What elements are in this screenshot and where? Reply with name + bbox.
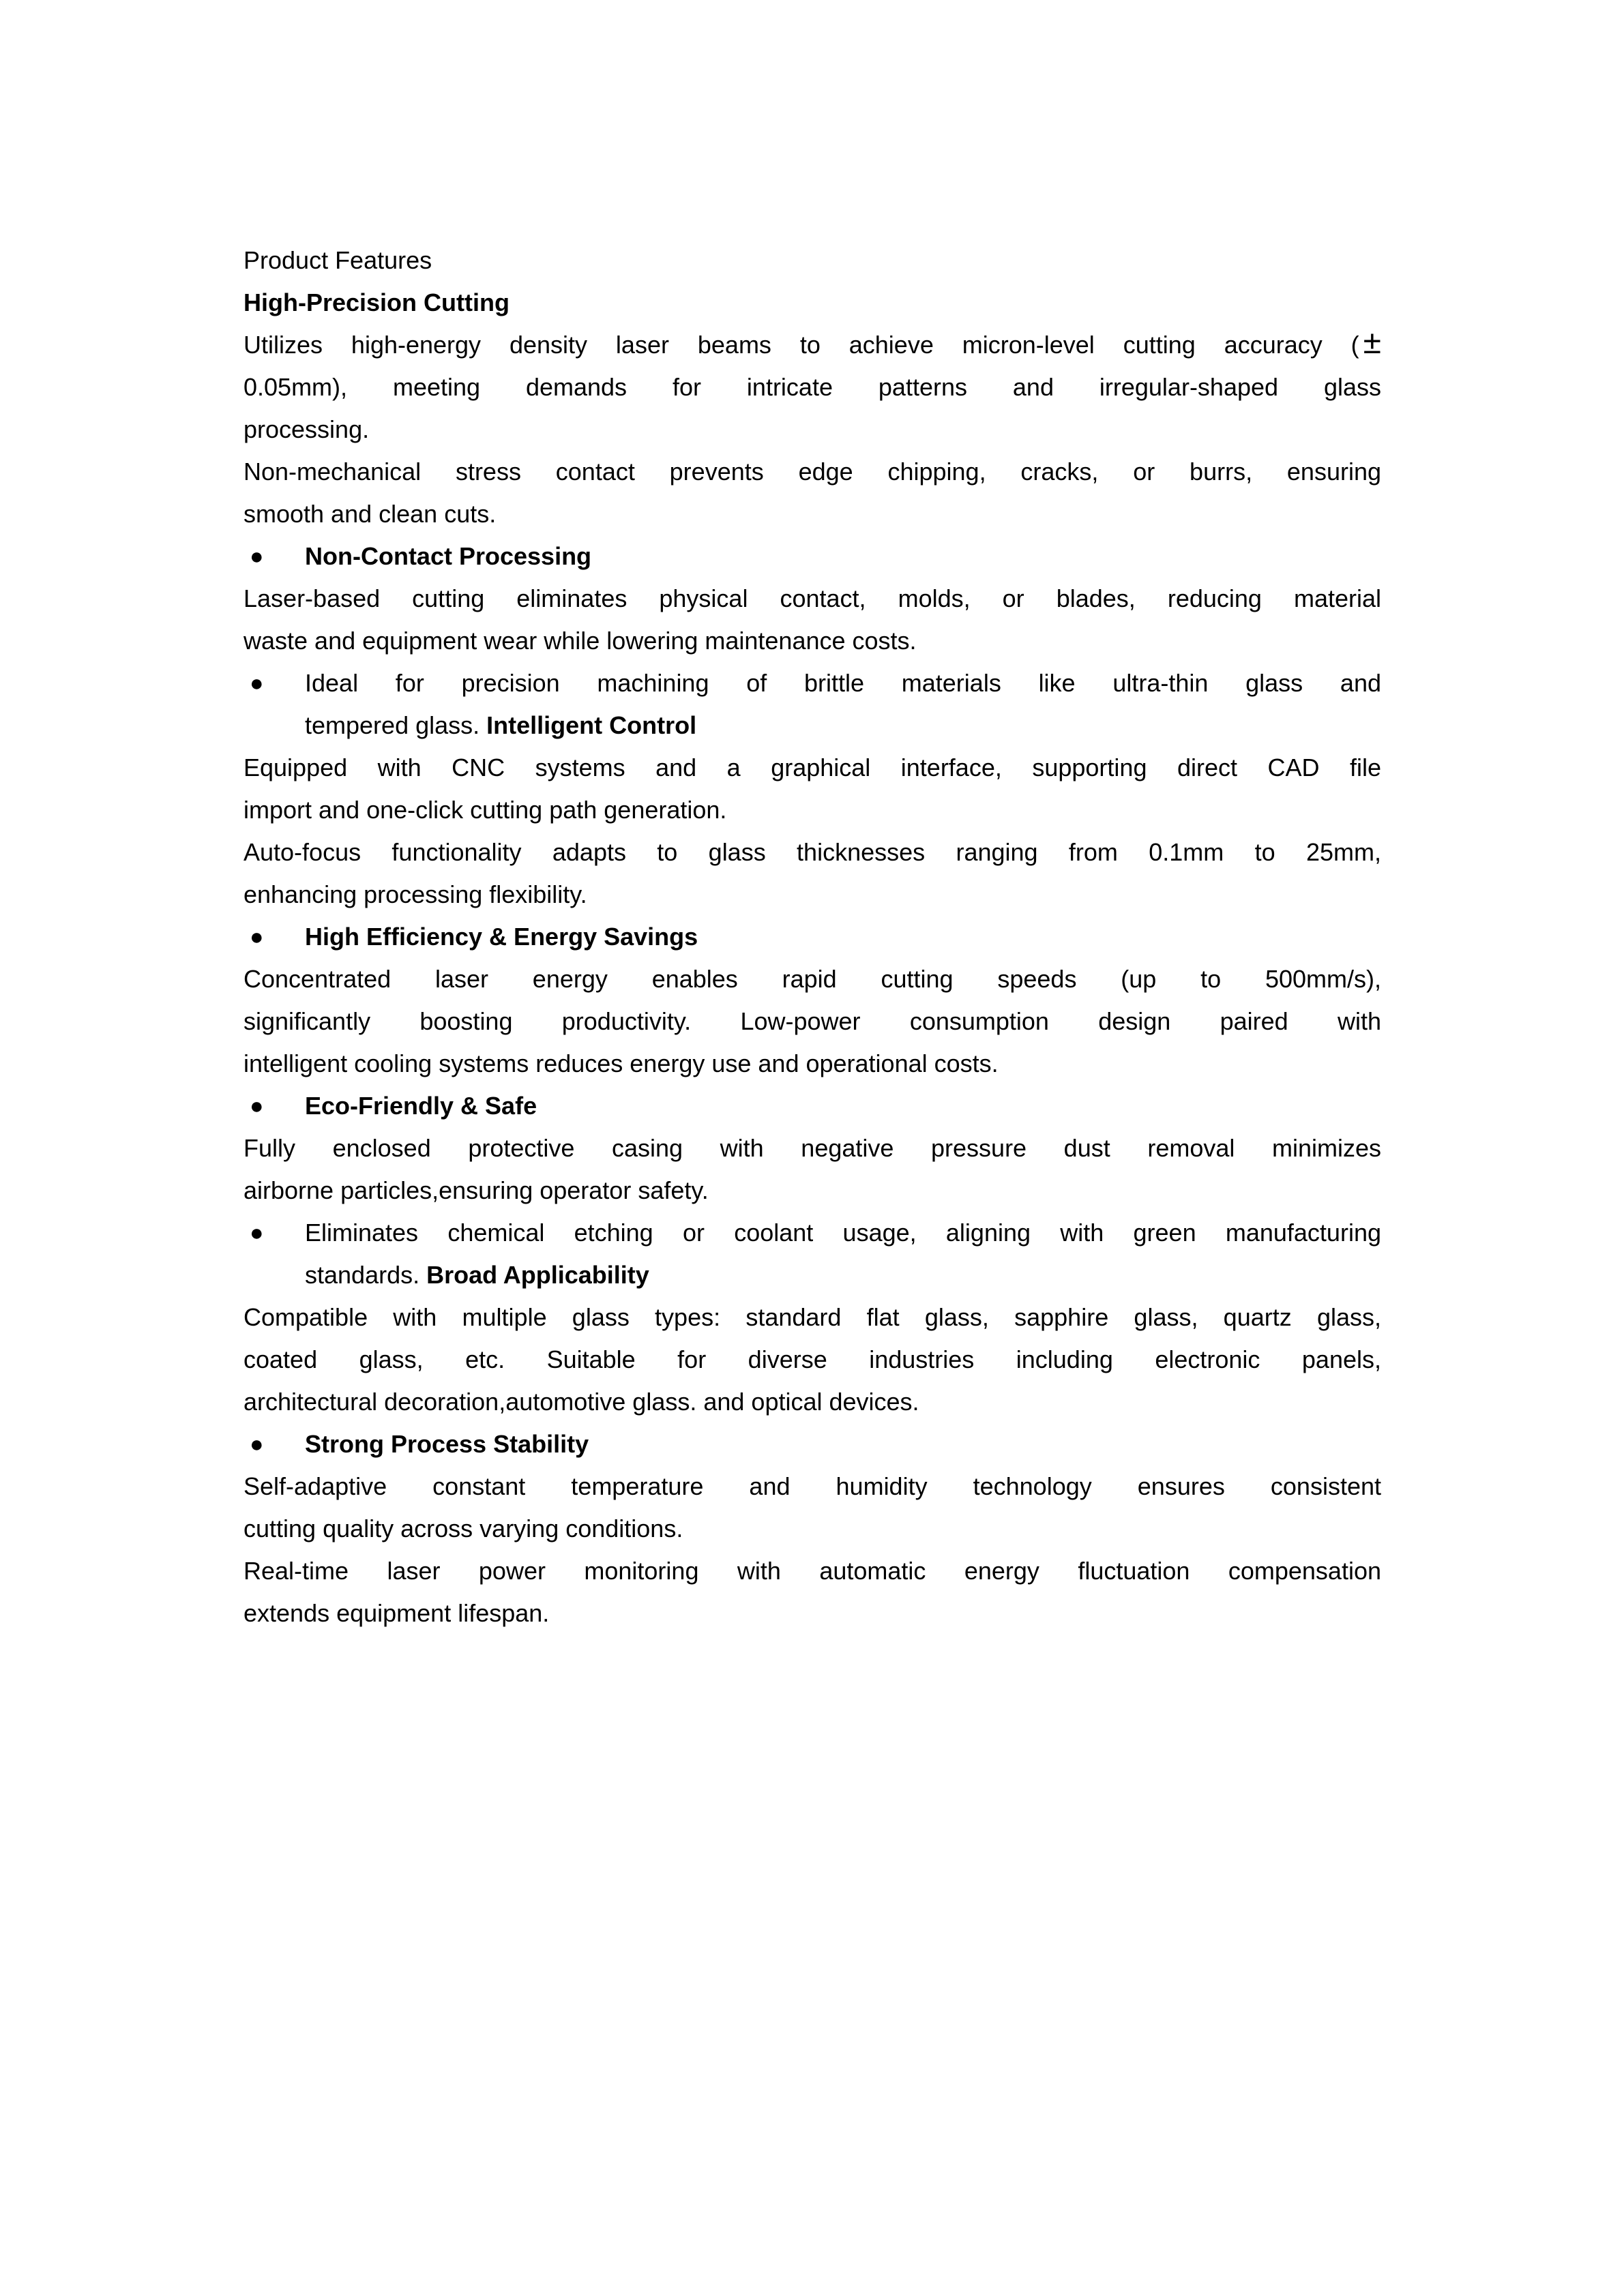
para-line — [243, 620, 1381, 662]
text-run: Non-mechanical stress contact prevents edge chipping, cracks, or burrs, ensuring — [243, 458, 1381, 486]
para-line — [243, 1296, 1381, 1339]
bullet-icon: ● — [250, 1220, 264, 1246]
text-run: 0.05mm), meeting demands for intricate patterns and irregular-shaped glass — [243, 373, 1381, 401]
para-line — [243, 874, 1381, 916]
para-line — [243, 1381, 1381, 1423]
para-line — [243, 958, 1381, 1000]
para-line — [243, 747, 1381, 789]
text-run: intelligent cooling systems reduces energy use and operational costs. — [243, 1049, 999, 1077]
text-run: Fully enclosed protective casing with negative pressure dust removal minimizes — [243, 1134, 1381, 1162]
bullet-heading-high-efficiency — [243, 916, 1381, 958]
text-run: tempered glass. — [305, 711, 487, 739]
text-run: extends equipment lifespan. — [243, 1599, 550, 1627]
heading-high-precision-cutting — [243, 282, 1381, 324]
text-run: coated glass, etc. Suitable for diverse industries including electronic panels, — [243, 1345, 1381, 1373]
para-line — [243, 1000, 1381, 1043]
text-run: Intelligent Control — [486, 711, 697, 739]
bullet-text — [305, 1085, 1381, 1127]
text-run: architectural decoration,automotive glass. and optical devices. — [243, 1388, 919, 1416]
text-run: High-Precision Cutting — [243, 288, 510, 316]
text-run: Concentrated laser energy enables rapid cutting speeds (up to 500mm/s), — [243, 965, 1381, 993]
para-line — [243, 1592, 1381, 1635]
text-run: cutting quality across varying conditions. — [243, 1515, 683, 1542]
para-line — [243, 451, 1381, 493]
para-line — [243, 831, 1381, 874]
text-run: standards. — [305, 1261, 427, 1289]
doc-title-line — [243, 239, 1381, 282]
plus-minus-symbol: ± — [1363, 325, 1381, 361]
text-run: Product Features — [243, 246, 432, 274]
text-run: enhancing processing flexibility. — [243, 880, 587, 908]
text-block — [243, 239, 1381, 1635]
para-line — [243, 408, 1381, 451]
bullet-icon: ● — [250, 1431, 264, 1457]
bullet-text — [305, 535, 1381, 578]
bullet-icon: ● — [250, 1093, 264, 1119]
bullet-icon: ● — [250, 670, 264, 696]
text-run: Equipped with CNC systems and a graphical interface, supporting direct CAD file — [243, 754, 1381, 781]
text-run: Eco-Friendly & Safe — [305, 1092, 537, 1120]
para-line — [243, 366, 1381, 408]
text-run: smooth and clean cuts. — [243, 500, 497, 528]
bullet-item-eliminates-chemical — [243, 1212, 1381, 1254]
bullet-icon: ● — [250, 924, 264, 950]
bullet-heading-eco-friendly-safe — [243, 1085, 1381, 1127]
text-run: Laser-based cutting eliminates physical contact, molds, or blades, reducing material — [243, 584, 1381, 612]
para-line — [243, 1043, 1381, 1085]
bullet-heading-strong-process-stability — [243, 1423, 1381, 1465]
bullet-icon: ● — [250, 543, 264, 569]
para-line — [243, 1508, 1381, 1550]
text-run: airborne particles,ensuring operator safety. — [243, 1176, 709, 1204]
para-line — [243, 1465, 1381, 1508]
text-run: significantly boosting productivity. Low-power consumption design paired with — [243, 1007, 1381, 1035]
text-run: Strong Process Stability — [305, 1430, 589, 1458]
text-run: High Efficiency & Energy Savings — [305, 923, 698, 951]
para-line — [243, 324, 1381, 366]
text-run: processing. — [243, 415, 370, 443]
bullet-continuation-line — [243, 1254, 1381, 1296]
text-run: Real-time laser power monitoring with automatic energy fluctuation compensation — [243, 1557, 1381, 1585]
text-run: Utilizes high-energy density laser beams to achieve micron-level cutting accuracy ( — [243, 331, 1359, 359]
para-line — [243, 1169, 1381, 1212]
para-line — [243, 789, 1381, 831]
text-run: Self-adaptive constant temperature and humidity technology ensures consistent — [243, 1472, 1381, 1500]
para-line — [243, 493, 1381, 535]
bullet-continuation-line — [243, 704, 1381, 747]
para-line — [243, 578, 1381, 620]
bullet-text — [305, 662, 1381, 704]
bullet-text — [305, 1423, 1381, 1465]
text-run: Compatible with multiple glass types: standard flat glass, sapphire glass, quartz glass, — [243, 1303, 1381, 1331]
text-run: import and one-click cutting path generation. — [243, 796, 727, 824]
text-run: Ideal for precision machining of brittle materials like ultra-thin glass and — [305, 669, 1381, 697]
bullet-text — [305, 916, 1381, 958]
text-run: Eliminates chemical etching or coolant usage, aligning with green manufacturing — [305, 1219, 1381, 1247]
para-line — [243, 1550, 1381, 1592]
text-run: waste and equipment wear while lowering maintenance costs. — [243, 627, 917, 655]
text-run: Auto-focus functionality adapts to glass thicknesses ranging from 0.1mm to 25mm, — [243, 838, 1381, 866]
bullet-item-ideal-for-precision — [243, 662, 1381, 704]
bullet-text — [305, 1212, 1381, 1254]
text-run: Non-Contact Processing — [305, 542, 592, 570]
para-line — [243, 1127, 1381, 1169]
text-run: Broad Applicability — [426, 1261, 649, 1289]
para-line — [243, 1339, 1381, 1381]
bullet-heading-non-contact-processing — [243, 535, 1381, 578]
